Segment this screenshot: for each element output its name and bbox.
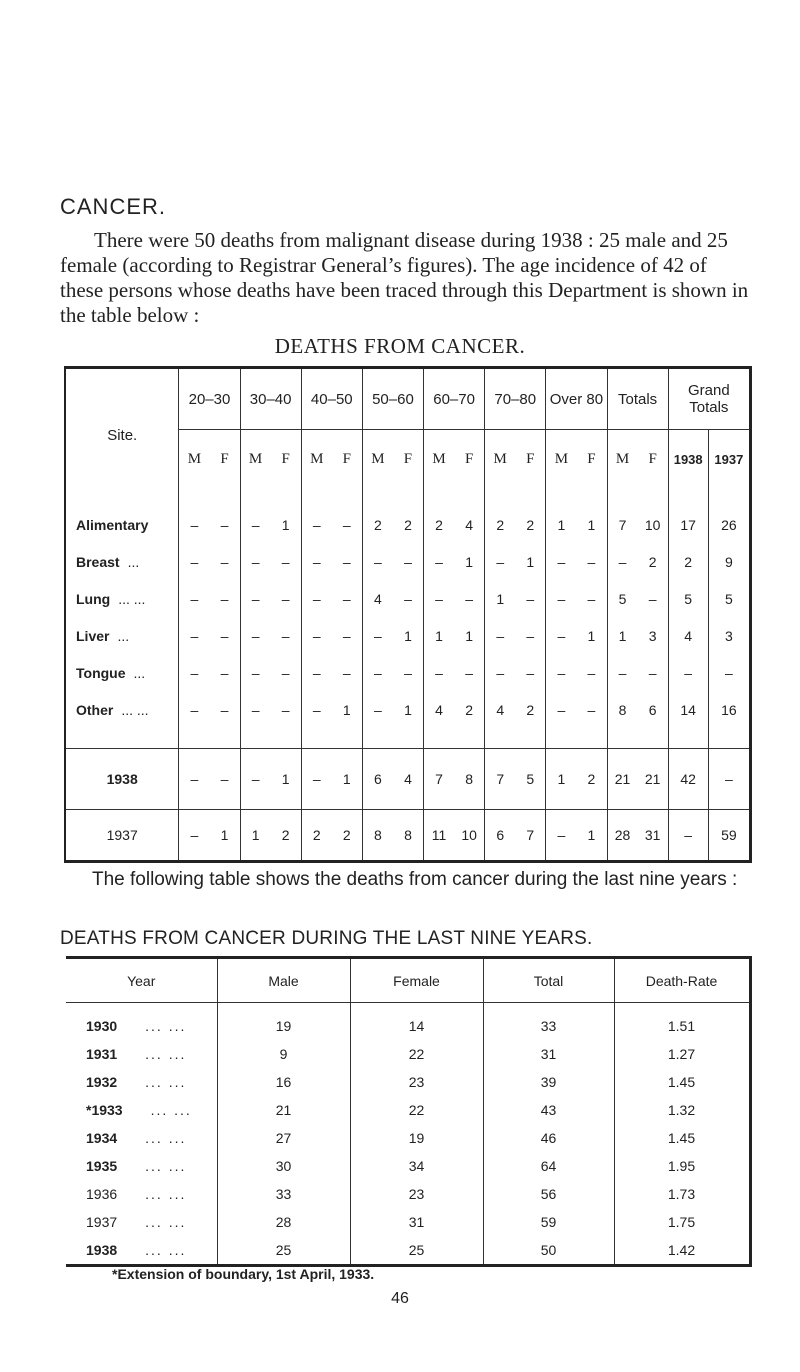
leader-dots: ... ... xyxy=(145,1074,187,1090)
site-label xyxy=(65,691,179,749)
table-cell: 3 xyxy=(708,617,750,654)
table-cell: – xyxy=(332,488,363,543)
table-cell: – xyxy=(271,580,302,617)
site-name: Other xyxy=(76,701,114,718)
site-header: Site. xyxy=(65,368,179,489)
table-cell: – xyxy=(546,810,577,862)
table-cell: 10 xyxy=(638,488,669,543)
year-value: 1936 xyxy=(86,1186,118,1202)
table-row xyxy=(65,654,751,691)
female-col-header: F xyxy=(271,430,302,489)
nine-years-paragraph: The following table shows the deaths from cancer during the last nine years : xyxy=(92,869,738,890)
male-cell: 30 xyxy=(217,1152,350,1180)
table-cell: – xyxy=(435,590,443,607)
male-col-header: M xyxy=(485,430,516,489)
table-cell: 1 xyxy=(332,691,363,749)
male-cell: 33 xyxy=(217,1180,350,1208)
table-cell: 6 xyxy=(362,749,393,810)
table-cell: – xyxy=(332,543,363,580)
female-col-header: Female xyxy=(350,958,483,1003)
table-cell: 3 xyxy=(638,617,669,654)
age-group-header: 40–50 xyxy=(301,368,362,430)
table-cell: – xyxy=(374,701,382,718)
table-cell: – xyxy=(374,664,382,681)
page-number: 46 xyxy=(391,1290,409,1307)
site-label xyxy=(65,580,179,617)
deaths-by-site-table xyxy=(64,366,752,863)
table-cell: – xyxy=(190,664,199,681)
female-col-header: F xyxy=(209,430,240,489)
table-cell: – xyxy=(708,749,750,810)
total-cell: 50 xyxy=(483,1236,614,1266)
table-cell: 1 xyxy=(576,617,607,654)
table-row xyxy=(66,1236,750,1266)
table-cell: 42 xyxy=(668,749,708,810)
table-cell: 7 xyxy=(515,810,546,862)
rate-cell: 1.45 xyxy=(614,1068,750,1096)
table-cell: 5 xyxy=(708,580,750,617)
table-row xyxy=(66,1152,750,1180)
age-group-header: 30–40 xyxy=(240,368,301,430)
table-cell: – xyxy=(576,654,607,691)
table-cell: – xyxy=(332,580,363,617)
section-heading: CANCER. xyxy=(60,194,167,219)
age-group-header: 60–70 xyxy=(424,368,485,430)
table-cell: 7 xyxy=(424,749,455,810)
table-cell: – xyxy=(240,749,271,810)
table-cell: 21 xyxy=(607,749,638,810)
year-value: 1932 xyxy=(86,1074,118,1090)
table-cell: 2 xyxy=(668,543,708,580)
table-cell: 1 xyxy=(496,590,505,607)
table-cell: – xyxy=(312,553,321,570)
female-col-header: F xyxy=(393,430,424,489)
male-col-header: M xyxy=(546,430,577,489)
table-cell: 5 xyxy=(668,580,708,617)
male-cell: 19 xyxy=(217,1003,350,1041)
year-value: 1937 xyxy=(86,1214,118,1230)
male-cell: 27 xyxy=(217,1124,350,1152)
female-col-header: F xyxy=(638,430,669,489)
table-row xyxy=(66,1096,750,1124)
table-cell: – xyxy=(251,590,260,607)
rate-cell: 1.75 xyxy=(614,1208,750,1236)
table-cell: – xyxy=(312,627,321,644)
table-cell: 10 xyxy=(454,810,485,862)
female-cell: 31 xyxy=(350,1208,483,1236)
table-cell: – xyxy=(435,664,443,681)
table-cell: 4 xyxy=(374,590,382,607)
male-col-header: M xyxy=(240,430,271,489)
age-group-header: Over 80 xyxy=(546,368,607,430)
site-name: Liver xyxy=(76,627,110,644)
rate-cell: 1.42 xyxy=(614,1236,750,1266)
table-cell: 2 xyxy=(393,488,424,543)
table-cell: 1 xyxy=(557,516,566,533)
year-value: 1938 xyxy=(86,1242,118,1258)
table-cell: – xyxy=(515,654,546,691)
female-cell: 25 xyxy=(350,1236,483,1266)
table-cell: 2 xyxy=(271,810,302,862)
male-cell: 9 xyxy=(217,1040,350,1068)
leader-dots: ... ... xyxy=(121,701,149,718)
age-group-header: 50–60 xyxy=(362,368,423,430)
table-cell: 5 xyxy=(618,590,627,607)
table-row xyxy=(65,617,751,654)
table-cell: – xyxy=(209,580,240,617)
rate-cell: 1.73 xyxy=(614,1180,750,1208)
nine-years-table xyxy=(66,956,752,1267)
table-cell: 1 xyxy=(515,543,546,580)
rate-cell: 1.51 xyxy=(614,1003,750,1041)
table-row xyxy=(65,543,751,580)
table-row xyxy=(65,691,751,749)
table-cell: 26 xyxy=(708,488,750,543)
table-cell: 14 xyxy=(668,691,708,749)
leader-dots: ... ... xyxy=(145,1018,187,1034)
table-cell: 59 xyxy=(708,810,750,862)
total-cell: 43 xyxy=(483,1096,614,1124)
age-group-header: 70–80 xyxy=(485,368,546,430)
table-cell: – xyxy=(557,553,566,570)
table-cell: – xyxy=(190,627,199,644)
totals-row xyxy=(65,749,751,810)
female-col-header: F xyxy=(576,430,607,489)
total-cell: 33 xyxy=(483,1003,614,1041)
table-cell: – xyxy=(557,627,566,644)
table-cell: 6 xyxy=(485,810,516,862)
leader-dots: ... ... xyxy=(145,1186,187,1202)
table-cell: – xyxy=(251,664,260,681)
leader-dots: ... ... xyxy=(150,1102,192,1118)
cancer-table-title: DEATHS FROM CANCER. xyxy=(274,334,526,358)
table-cell: – xyxy=(209,488,240,543)
table-cell: – xyxy=(496,627,505,644)
year-cell xyxy=(66,1124,217,1152)
grand-1937-header: 1937 xyxy=(708,430,750,489)
table-row xyxy=(66,1040,750,1068)
table-cell: 11 xyxy=(424,810,455,862)
table-cell: – xyxy=(312,590,321,607)
site-label xyxy=(65,654,179,691)
site-name: Lung xyxy=(76,590,111,607)
table-cell: – xyxy=(515,580,546,617)
female-cell: 22 xyxy=(350,1040,483,1068)
site-name: Breast xyxy=(76,553,120,570)
table-cell: – xyxy=(638,580,669,617)
table-cell: – xyxy=(209,691,240,749)
table-cell: 4 xyxy=(668,617,708,654)
male-cell: 25 xyxy=(217,1236,350,1266)
table-cell: 2 xyxy=(454,691,485,749)
female-cell: 23 xyxy=(350,1180,483,1208)
table-cell: – xyxy=(374,627,382,644)
table-cell: 2 xyxy=(435,516,443,533)
table-cell: – xyxy=(557,701,566,718)
rate-cell: 1.27 xyxy=(614,1040,750,1068)
table-cell: – xyxy=(251,701,260,718)
table-cell: – xyxy=(454,580,485,617)
table-cell: 2 xyxy=(496,516,505,533)
leader-dots: ... xyxy=(117,627,130,644)
leader-dots: ... ... xyxy=(145,1214,187,1230)
table-cell: 2 xyxy=(515,488,546,543)
year-cell xyxy=(66,1152,217,1180)
year-value: 1935 xyxy=(86,1158,118,1174)
male-col-header: Male xyxy=(217,958,350,1003)
table-cell: 8 xyxy=(454,749,485,810)
leader-dots: ... ... xyxy=(118,590,146,607)
table-cell: 1 xyxy=(454,617,485,654)
table-cell: – xyxy=(271,691,302,749)
table-cell: 1 xyxy=(271,749,302,810)
site-label xyxy=(65,543,179,580)
age-group-header: 20–30 xyxy=(179,368,240,430)
table-cell: – xyxy=(374,553,382,570)
table-cell: – xyxy=(454,654,485,691)
table-cell: 1 xyxy=(576,488,607,543)
table-cell: – xyxy=(251,516,260,533)
table-cell: 4 xyxy=(454,488,485,543)
table-cell: – xyxy=(638,654,669,691)
female-col-header: F xyxy=(515,430,546,489)
leader-dots: ... ... xyxy=(145,1242,187,1258)
female-col-header: F xyxy=(454,430,485,489)
table-cell: – xyxy=(496,664,505,681)
male-col-header: M xyxy=(607,430,638,489)
year-cell xyxy=(66,1003,217,1041)
table-cell: 2 xyxy=(638,543,669,580)
table-cell: 8 xyxy=(362,810,393,862)
male-cell: 28 xyxy=(217,1208,350,1236)
table-cell: – xyxy=(209,749,240,810)
table-cell: 4 xyxy=(496,701,505,718)
table-row xyxy=(66,1124,750,1152)
totals-year-label: 1937 xyxy=(65,810,179,862)
table-cell: 2 xyxy=(576,749,607,810)
year-value: *1933 xyxy=(86,1102,123,1118)
site-name: Alimentary xyxy=(76,516,149,533)
table-cell: – xyxy=(332,617,363,654)
table-cell: – xyxy=(496,553,505,570)
table-cell: 31 xyxy=(638,810,669,862)
table-cell: 1 xyxy=(271,488,302,543)
leader-dots: ... ... xyxy=(145,1046,187,1062)
table-cell: 2 xyxy=(301,810,332,862)
table-cell: 1 xyxy=(393,617,424,654)
table-cell: – xyxy=(271,543,302,580)
table-cell: – xyxy=(209,617,240,654)
table-cell: 7 xyxy=(618,516,627,533)
table-cell: – xyxy=(271,617,302,654)
rate-cell: 1.45 xyxy=(614,1124,750,1152)
table-cell: 5 xyxy=(515,749,546,810)
leader-dots xyxy=(148,517,156,533)
table-cell: – xyxy=(251,627,260,644)
rate-cell: 1.95 xyxy=(614,1152,750,1180)
female-cell: 14 xyxy=(350,1003,483,1041)
table-cell: 4 xyxy=(393,749,424,810)
female-cell: 19 xyxy=(350,1124,483,1152)
table-cell: 8 xyxy=(618,701,627,718)
table-cell: – xyxy=(251,553,260,570)
table-cell: – xyxy=(393,580,424,617)
table-cell: – xyxy=(668,654,708,691)
site-name: Tongue xyxy=(76,664,126,681)
table-cell: – xyxy=(618,553,627,570)
table-cell: 7 xyxy=(485,749,516,810)
table-cell: – xyxy=(576,691,607,749)
death-rate-col-header: Death-Rate xyxy=(614,958,750,1003)
table-cell: – xyxy=(179,810,210,862)
table-cell: – xyxy=(557,664,566,681)
table-cell: 1 xyxy=(454,543,485,580)
year-cell xyxy=(66,1180,217,1208)
table-cell: – xyxy=(332,654,363,691)
table-cell: 1 xyxy=(546,749,577,810)
male-cell: 21 xyxy=(217,1096,350,1124)
table-cell: – xyxy=(190,701,199,718)
year-value: 1934 xyxy=(86,1130,118,1146)
table-cell: – xyxy=(557,590,566,607)
table-cell: 2 xyxy=(374,516,382,533)
table-row xyxy=(65,580,751,617)
table-cell: 1 xyxy=(240,810,271,862)
table-cell: 1 xyxy=(209,810,240,862)
leader-dots: ... xyxy=(133,664,146,681)
table-cell: 1 xyxy=(576,810,607,862)
table-cell: 9 xyxy=(708,543,750,580)
female-cell: 34 xyxy=(350,1152,483,1180)
table-cell: – xyxy=(393,654,424,691)
total-cell: 31 xyxy=(483,1040,614,1068)
table-cell: – xyxy=(209,654,240,691)
male-col-header: M xyxy=(362,430,393,489)
table-cell: – xyxy=(576,543,607,580)
total-cell: 46 xyxy=(483,1124,614,1152)
table-cell: – xyxy=(301,749,332,810)
table-row xyxy=(66,1003,750,1041)
leader-dots: ... ... xyxy=(145,1130,187,1146)
site-label xyxy=(65,488,179,543)
table-cell: – xyxy=(618,664,627,681)
table-cell: – xyxy=(179,749,210,810)
table-cell: – xyxy=(190,553,199,570)
table-cell: – xyxy=(209,543,240,580)
totals-row xyxy=(65,810,751,862)
female-col-header: F xyxy=(332,430,363,489)
year-value: 1931 xyxy=(86,1046,118,1062)
nine-years-table-title: DEATHS FROM CANCER DURING THE LAST NINE YEARS. xyxy=(60,928,593,949)
table-cell: – xyxy=(271,654,302,691)
total-col-header: Total xyxy=(483,958,614,1003)
total-cell: 39 xyxy=(483,1068,614,1096)
table-cell: 6 xyxy=(638,691,669,749)
table-cell: 1 xyxy=(393,691,424,749)
grand-totals-header: Grand Totals xyxy=(668,368,750,430)
leader-dots: ... ... xyxy=(145,1158,187,1174)
total-cell: 59 xyxy=(483,1208,614,1236)
year-value: 1930 xyxy=(86,1018,118,1034)
table-cell: – xyxy=(708,654,750,691)
table-row xyxy=(66,1068,750,1096)
rate-cell: 1.32 xyxy=(614,1096,750,1124)
table-cell: 17 xyxy=(668,488,708,543)
male-col-header: M xyxy=(424,430,455,489)
year-col-header: Year xyxy=(66,958,217,1003)
total-cell: 64 xyxy=(483,1152,614,1180)
table-cell: – xyxy=(668,810,708,862)
table-cell: 16 xyxy=(708,691,750,749)
female-cell: 23 xyxy=(350,1068,483,1096)
totals-header: Totals xyxy=(607,368,668,430)
table-cell: 4 xyxy=(435,701,443,718)
year-cell xyxy=(66,1236,217,1266)
female-cell: 22 xyxy=(350,1096,483,1124)
year-cell xyxy=(66,1096,217,1124)
year-cell xyxy=(66,1040,217,1068)
table-cell: 2 xyxy=(515,691,546,749)
table-cell: 21 xyxy=(638,749,669,810)
table-cell: – xyxy=(190,516,199,533)
table-cell: 28 xyxy=(607,810,638,862)
site-label xyxy=(65,617,179,654)
male-col-header: M xyxy=(179,430,210,489)
table-cell: – xyxy=(576,580,607,617)
totals-year-label: 1938 xyxy=(65,749,179,810)
table-cell: – xyxy=(312,701,321,718)
table-cell: – xyxy=(190,590,199,607)
table-cell: – xyxy=(312,516,321,533)
table-cell: 1 xyxy=(435,627,443,644)
intro-paragraph: There were 50 deaths from malignant disease during 1938 : 25 male and 25 female (according to Registrar General’s figures). The age incidence of 42 of these persons whose deaths have been traced through this Department is shown in the table below : xyxy=(60,228,749,327)
table-cell: 2 xyxy=(332,810,363,862)
table-row xyxy=(65,488,751,543)
table-cell: 8 xyxy=(393,810,424,862)
grand-1938-header: 1938 xyxy=(668,430,708,489)
table-cell: – xyxy=(515,617,546,654)
table-cell: 1 xyxy=(332,749,363,810)
year-cell xyxy=(66,1068,217,1096)
table-cell: – xyxy=(435,553,443,570)
table-row xyxy=(66,1180,750,1208)
footnote: *Extension of boundary, 1st April, 1933. xyxy=(112,1266,375,1282)
table-cell: – xyxy=(393,543,424,580)
total-cell: 56 xyxy=(483,1180,614,1208)
table-row xyxy=(66,1208,750,1236)
male-col-header: M xyxy=(301,430,332,489)
table-cell: – xyxy=(312,664,321,681)
year-cell xyxy=(66,1208,217,1236)
table-cell: 1 xyxy=(618,627,627,644)
male-cell: 16 xyxy=(217,1068,350,1096)
leader-dots: ... xyxy=(127,553,140,570)
